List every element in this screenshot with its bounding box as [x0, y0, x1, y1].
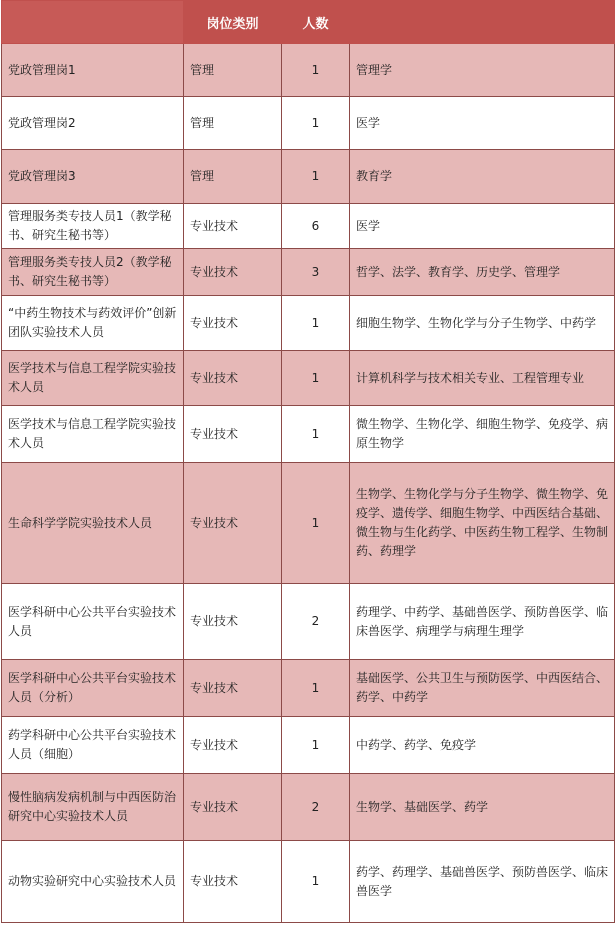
- position-count: 1: [282, 150, 350, 204]
- position-category: 专业技术: [184, 351, 282, 406]
- position-major: 基础医学、公共卫生与预防医学、中西医结合、药学、中药学: [350, 660, 615, 717]
- position-count: 2: [282, 774, 350, 841]
- position-count: 1: [282, 841, 350, 923]
- position-major: 生物学、基础医学、药学: [350, 774, 615, 841]
- header-major: [350, 1, 615, 44]
- position-count: 1: [282, 463, 350, 584]
- position-category: 专业技术: [184, 717, 282, 774]
- position-major: 药理学、中药学、基础兽医学、预防兽医学、临床兽医学、病理学与病理生理学: [350, 584, 615, 660]
- table-row: [2, 150, 615, 204]
- position-name: 医学技术与信息工程学院实验技术人员: [2, 351, 184, 406]
- position-category: 专业技术: [184, 841, 282, 923]
- table-row: [2, 774, 615, 841]
- position-count: 6: [282, 204, 350, 249]
- positions-table: [1, 0, 615, 923]
- position-count: 1: [282, 406, 350, 463]
- position-category: 专业技术: [184, 584, 282, 660]
- position-category: 专业技术: [184, 296, 282, 351]
- position-category: 管理: [184, 44, 282, 97]
- position-count: 1: [282, 717, 350, 774]
- table-row: [2, 97, 615, 150]
- position-name: “中药生物技术与药效评价”创新团队实验技术人员: [2, 296, 184, 351]
- position-major: 生物学、生物化学与分子生物学、微生物学、免疫学、遗传学、细胞生物学、中西医结合基础、微生物与生化药学、中医药生物工程学、生物制药、药理学: [350, 463, 615, 584]
- table-row: [2, 717, 615, 774]
- position-category: 专业技术: [184, 463, 282, 584]
- table-row: [2, 204, 615, 249]
- position-major: 微生物学、生物化学、细胞生物学、免疫学、病原生物学: [350, 406, 615, 463]
- position-count: 1: [282, 660, 350, 717]
- position-name: 药学科研中心公共平台实验技术人员（细胞）: [2, 717, 184, 774]
- position-category: 专业技术: [184, 774, 282, 841]
- table-row: [2, 44, 615, 97]
- position-category: 专业技术: [184, 204, 282, 249]
- table-row: [2, 249, 615, 296]
- position-major: 中药学、药学、免疫学: [350, 717, 615, 774]
- position-category: 专业技术: [184, 249, 282, 296]
- position-name: 医学科研中心公共平台实验技术人员（分析）: [2, 660, 184, 717]
- position-category: 专业技术: [184, 660, 282, 717]
- position-major: 哲学、法学、教育学、历史学、管理学: [350, 249, 615, 296]
- position-name: 医学技术与信息工程学院实验技术人员: [2, 406, 184, 463]
- position-major: 药学、药理学、基础兽医学、预防兽医学、临床兽医学: [350, 841, 615, 923]
- table-row: [2, 296, 615, 351]
- table-row: [2, 584, 615, 660]
- position-count: 3: [282, 249, 350, 296]
- position-count: 1: [282, 97, 350, 150]
- table-row: [2, 841, 615, 923]
- header-position-name: [2, 1, 184, 44]
- position-name: 党政管理岗3: [2, 150, 184, 204]
- position-name: 管理服务类专技人员2（教学秘书、研究生秘书等）: [2, 249, 184, 296]
- position-major: 教育学: [350, 150, 615, 204]
- position-name: 动物实验研究中心实验技术人员: [2, 841, 184, 923]
- position-name: 党政管理岗1: [2, 44, 184, 97]
- position-name: 生命科学学院实验技术人员: [2, 463, 184, 584]
- position-major: 细胞生物学、生物化学与分子生物学、中药学: [350, 296, 615, 351]
- table-row: [2, 463, 615, 584]
- position-category: 专业技术: [184, 406, 282, 463]
- header-category: 岗位类别: [184, 1, 282, 44]
- position-name: 管理服务类专技人员1（教学秘书、研究生秘书等）: [2, 204, 184, 249]
- position-major: 医学: [350, 97, 615, 150]
- position-name: 党政管理岗2: [2, 97, 184, 150]
- position-major: 计算机科学与技术相关专业、工程管理专业: [350, 351, 615, 406]
- header-count: 人数: [282, 1, 350, 44]
- position-count: 1: [282, 44, 350, 97]
- position-name: 医学科研中心公共平台实验技术人员: [2, 584, 184, 660]
- position-major: 医学: [350, 204, 615, 249]
- table-row: [2, 406, 615, 463]
- table-row: [2, 351, 615, 406]
- position-count: 1: [282, 351, 350, 406]
- position-name: 慢性脑病发病机制与中西医防治研究中心实验技术人员: [2, 774, 184, 841]
- header-row: [2, 1, 615, 44]
- table-row: [2, 660, 615, 717]
- position-major: 管理学: [350, 44, 615, 97]
- position-count: 2: [282, 584, 350, 660]
- position-category: 管理: [184, 150, 282, 204]
- position-category: 管理: [184, 97, 282, 150]
- position-count: 1: [282, 296, 350, 351]
